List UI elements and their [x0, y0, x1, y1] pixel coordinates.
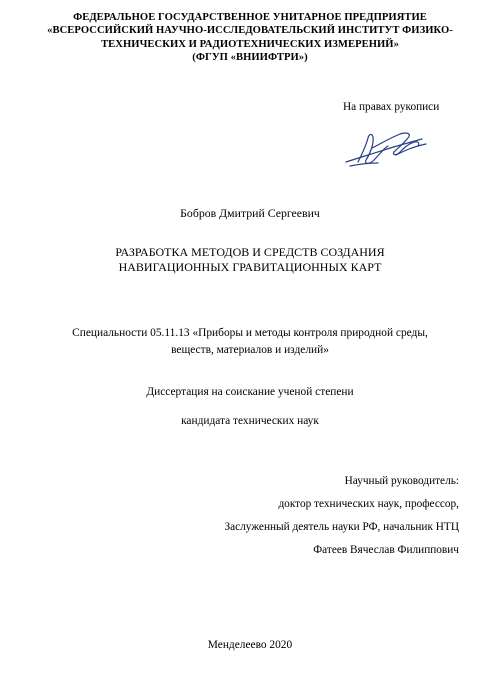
author-name: Бобров Дмитрий Сергеевич — [180, 206, 320, 220]
supervisor-heading: Научный руководитель: — [344, 475, 459, 487]
specialty-line-2: веществ, материалов и изделий» — [171, 344, 329, 356]
place-and-year: Менделеево 2020 — [207, 639, 293, 651]
supervisor-name: Фатеев Вячеслав Филиппович — [313, 544, 459, 556]
specialty-line-1: Специальности 05.11.13 «Приборы и методы контроля природной среды, — [72, 327, 428, 339]
organization-line-2: «ВСЕРОССИЙСКИЙ НАУЧНО-ИССЛЕДОВАТЕЛЬСКИЙ ИНСТИТУТ ФИЗИКО- — [47, 25, 453, 37]
signature-image — [338, 124, 438, 174]
dissertation-statement: Диссертация на соискание ученой степени — [146, 386, 354, 398]
academic-degree: кандидата технических наук — [181, 415, 319, 427]
supervisor-position: Заслуженный деятель науки РФ, начальник НТЦ — [224, 521, 459, 533]
manuscript-rights-note: На правах рукописи — [343, 101, 440, 113]
title-line-1: РАЗРАБОТКА МЕТОДОВ И СРЕДСТВ СОЗДАНИЯ — [115, 245, 385, 259]
dissertation-title — [0, 245, 500, 276]
organization-line-4: (ФГУП «ВНИИФТРИ») — [192, 52, 308, 64]
title-line-2: НАВИГАЦИОННЫХ ГРАВИТАЦИОННЫХ КАРТ — [118, 260, 382, 275]
organization-line-1: ФЕДЕРАЛЬНОЕ ГОСУДАРСТВЕННОЕ УНИТАРНОЕ ПРЕДПРИЯТИЕ — [73, 12, 427, 23]
specialty — [0, 325, 500, 359]
organization-header — [0, 11, 500, 65]
supervisor-degree: доктор технических наук, профессор, — [278, 498, 459, 510]
organization-line-3: ТЕХНИЧЕСКИХ И РАДИОТЕХНИЧЕСКИХ ИЗМЕРЕНИЙ» — [101, 38, 399, 50]
